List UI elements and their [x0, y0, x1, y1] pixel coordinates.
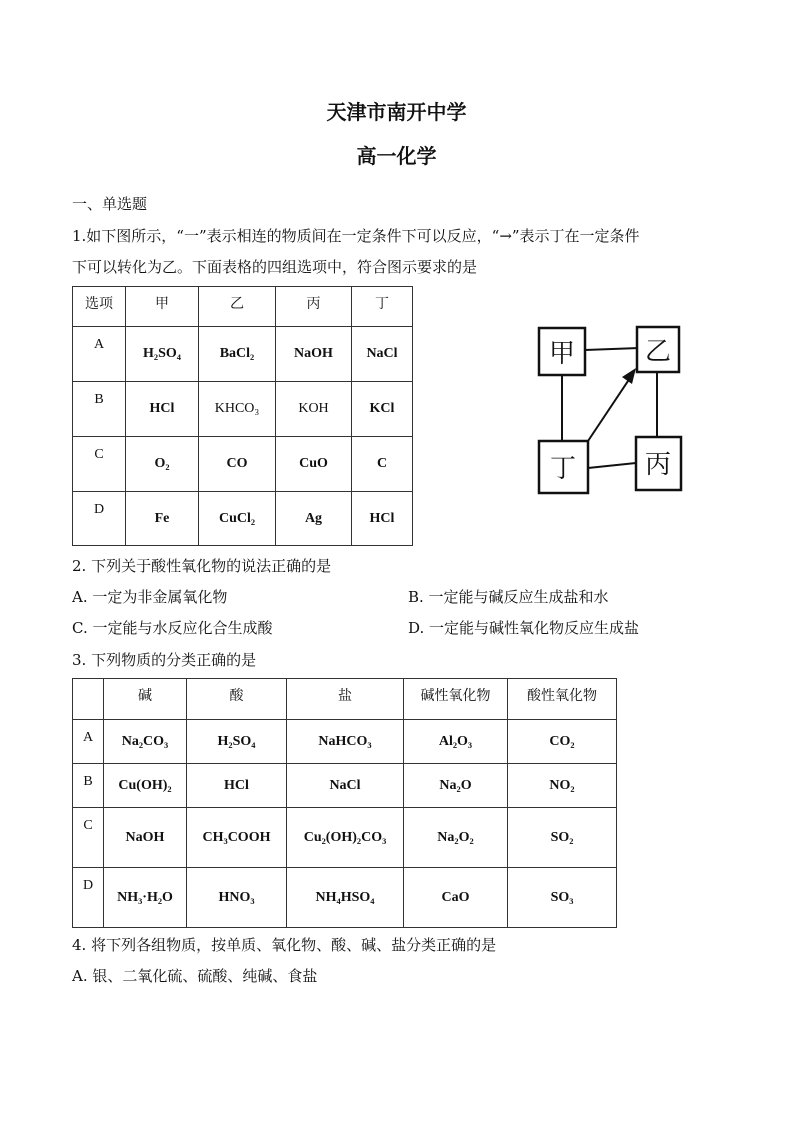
- table-cell: CO: [199, 437, 276, 492]
- header-cell: 碱性氧化物: [404, 679, 508, 720]
- table-cell: HCl: [352, 492, 413, 546]
- table-row: [73, 492, 413, 546]
- row-label: C: [73, 437, 126, 492]
- q4-option-a: A. 银、二氧化硫、硫酸、纯碱、食盐: [72, 967, 318, 985]
- q2-option-a: A. 一定为非金属氧化物: [72, 588, 228, 606]
- table-cell: BaCl₂: [199, 327, 276, 382]
- table-cell: CO₂: [508, 720, 617, 764]
- table-cell: NH₄HSO₄: [287, 868, 404, 928]
- label-jia: 甲: [548, 339, 576, 369]
- q3-table: [72, 678, 617, 928]
- arrowhead: [622, 368, 636, 384]
- table-cell: CuO: [276, 437, 352, 492]
- table-row: [73, 868, 617, 928]
- table-cell: NaCl: [287, 764, 404, 808]
- table-cell: O₂: [126, 437, 199, 492]
- table-row: [73, 437, 413, 492]
- header-cell: 丙: [276, 287, 352, 327]
- q2-option-d: D. 一定能与碱性氧化物反应生成盐: [408, 619, 640, 637]
- table-cell: NH₃·H₂O: [104, 868, 187, 928]
- q1-stem-line2: 下可以转化为乙。下面表格的四组选项中，符合图示要求的是: [72, 258, 478, 276]
- header-cell: 乙: [199, 287, 276, 327]
- q2-option-c: C. 一定能与水反应化合生成酸: [72, 619, 273, 637]
- table-cell: CuCl₂: [199, 492, 276, 546]
- table-cell: SO₃: [508, 868, 617, 928]
- header-cell: 酸性氧化物: [508, 679, 617, 720]
- table-row: [73, 382, 413, 437]
- section-heading: 一、单选题: [72, 195, 148, 213]
- table-cell: H₂SO₄: [187, 720, 287, 764]
- header-cell: [73, 679, 104, 720]
- table-cell: KCl: [352, 382, 413, 437]
- table-cell: C: [352, 437, 413, 492]
- table-cell: CaO: [404, 868, 508, 928]
- table-cell: NaOH: [104, 808, 187, 868]
- table-header-row: [73, 287, 413, 327]
- q1-stem-line1: 1.如下图所示，“一”表示相连的物质间在一定条件下可以反应，“→”表示丁在一定条件: [72, 227, 640, 245]
- row-label: D: [73, 492, 126, 546]
- row-label: A: [73, 720, 104, 764]
- table-row: [73, 720, 617, 764]
- label-bing: 丙: [644, 450, 672, 480]
- header-cell: 选项: [73, 287, 126, 327]
- table-cell: HNO₃: [187, 868, 287, 928]
- table-cell: KOH: [276, 382, 352, 437]
- header-cell: 碱: [104, 679, 187, 720]
- table-row: [73, 764, 617, 808]
- link-jia-yi: [585, 348, 638, 350]
- table-cell: Al₂O₃: [404, 720, 508, 764]
- header-cell: 盐: [287, 679, 404, 720]
- table-cell: CH₃COOH: [187, 808, 287, 868]
- table-cell: H₂SO₄: [126, 327, 199, 382]
- table-cell: SO₂: [508, 808, 617, 868]
- table-cell: Cu(OH)₂: [104, 764, 187, 808]
- table-cell: Ag: [276, 492, 352, 546]
- table-cell: NaOH: [276, 327, 352, 382]
- header-cell: 丁: [352, 287, 413, 327]
- table-row: [73, 808, 617, 868]
- row-label: D: [73, 868, 104, 928]
- page-title: 天津市南开中学: [326, 100, 467, 124]
- q3-stem: 3. 下列物质的分类正确的是: [72, 651, 257, 669]
- q2-stem: 2. 下列关于酸性氧化物的说法正确的是: [72, 557, 332, 575]
- q1-table: [72, 286, 413, 546]
- table-cell: HCl: [126, 382, 199, 437]
- table-header-row: [73, 679, 617, 720]
- q2-option-b: B. 一定能与碱反应生成盐和水: [408, 588, 609, 606]
- label-ding: 丁: [549, 454, 577, 484]
- table-cell: Na₂O₂: [404, 808, 508, 868]
- label-yi: 乙: [644, 337, 672, 367]
- header-cell: 甲: [126, 287, 199, 327]
- reaction-diagram: [530, 320, 690, 500]
- q4-stem: 4. 将下列各组物质，按单质、氧化物、酸、碱、盐分类正确的是: [72, 936, 497, 954]
- page-subtitle: 高一化学: [356, 144, 437, 168]
- table-cell: Na₂O: [404, 764, 508, 808]
- table-cell: NaHCO₃: [287, 720, 404, 764]
- header-cell: 酸: [187, 679, 287, 720]
- table-cell: Na₂CO₃: [104, 720, 187, 764]
- table-cell: HCl: [187, 764, 287, 808]
- arrow-ding-to-yi: [586, 378, 630, 444]
- table-cell: KHCO₃: [199, 382, 276, 437]
- row-label: A: [73, 327, 126, 382]
- link-ding-bing: [588, 463, 636, 468]
- table-cell: Fe: [126, 492, 199, 546]
- table-cell: NaCl: [352, 327, 413, 382]
- row-label: B: [73, 764, 104, 808]
- table-cell: NO₂: [508, 764, 617, 808]
- row-label: B: [73, 382, 126, 437]
- table-cell: Cu₂(OH)₂CO₃: [287, 808, 404, 868]
- table-row: [73, 327, 413, 382]
- row-label: C: [73, 808, 104, 868]
